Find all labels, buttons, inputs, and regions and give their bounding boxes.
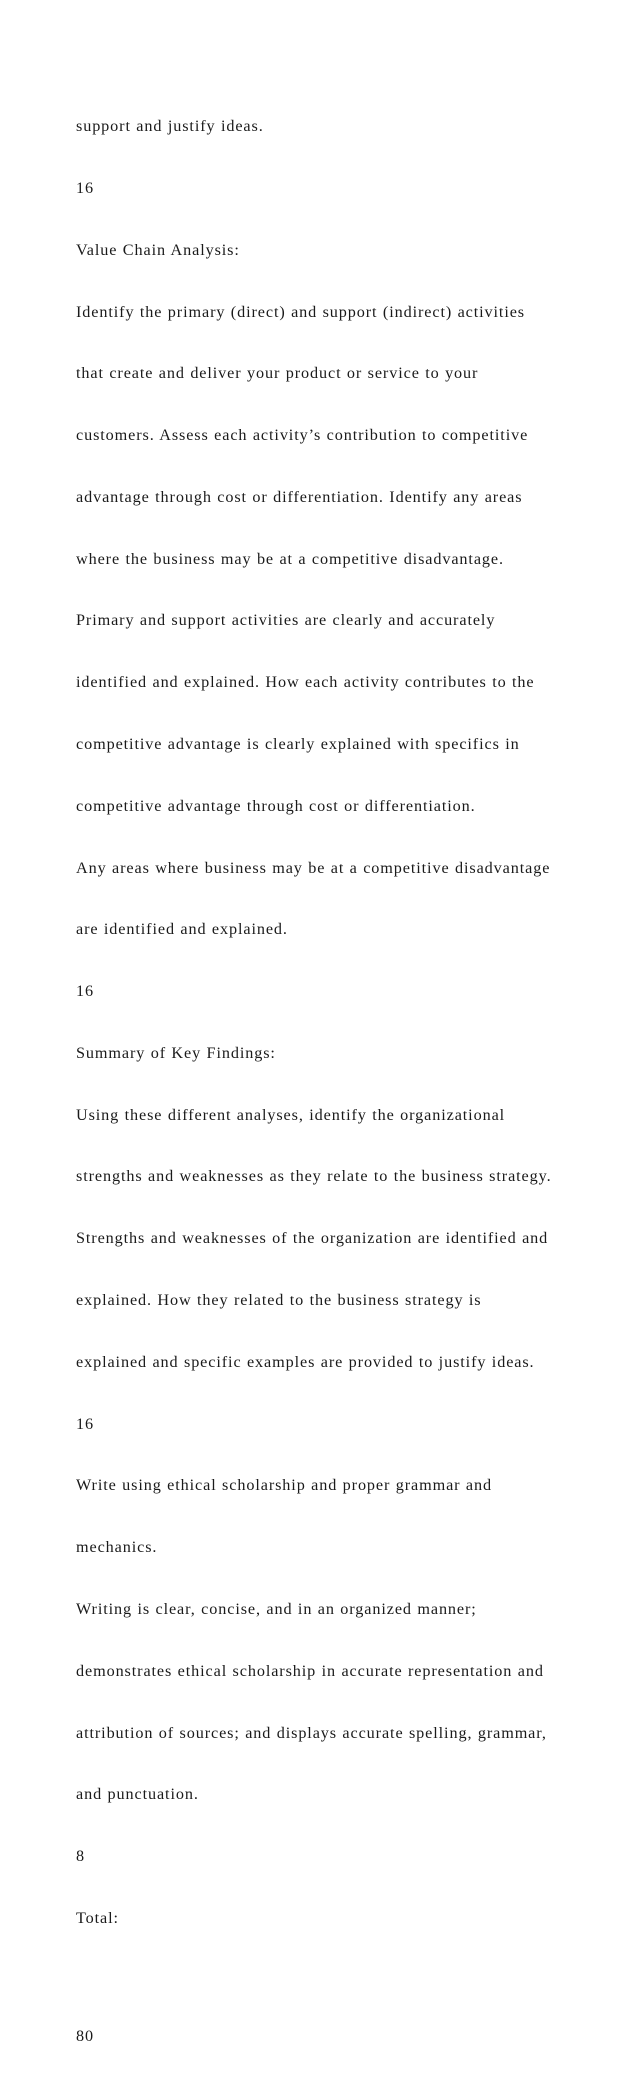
text-line: competitive advantage through cost or differentiation. [76, 796, 476, 815]
text-line: that create and deliver your product or service to your [76, 364, 479, 383]
document-text [76, 75, 596, 2088]
text-line: explained. How they related to the business strategy is [76, 1291, 482, 1310]
text-line: mechanics. [76, 1538, 158, 1557]
text-line: explained and specific examples are provided to justify ideas. [76, 1352, 535, 1371]
score-line: 8 [76, 1847, 85, 1866]
text-line: Primary and support activities are clearly and accurately [76, 611, 496, 630]
text-line: attribution of sources; and displays accurate spelling, grammar, [76, 1723, 547, 1742]
text-line: competitive advantage is clearly explained with specifics in [76, 735, 520, 753]
text-line: strengths and weaknesses as they relate to the business strategy. [76, 1167, 552, 1186]
total-label: Total: [76, 1908, 119, 1927]
text-line: Writing is clear, concise, and in an organized manner; [76, 1599, 477, 1618]
score-line: 16 [76, 1414, 94, 1433]
section-heading: Summary of Key Findings: [76, 1043, 276, 1062]
text-line: support and justify ideas. [76, 117, 264, 136]
text-line: where the business may be at a competitive disadvantage. [76, 549, 504, 568]
text-line: Using these different analyses, identify the organizational [76, 1105, 506, 1124]
text-line: customers. Assess each activity’s contribution to competitive [76, 426, 529, 445]
text-line: demonstrates ethical scholarship in accurate representation and [76, 1661, 544, 1680]
score-line: 16 [76, 982, 94, 1001]
score-line: 16 [76, 178, 94, 197]
spacer [76, 1970, 596, 1985]
text-line: and punctuation. [76, 1785, 199, 1804]
text-line: advantage through cost or differentiation. Identify any areas [76, 487, 523, 506]
section-heading: Value Chain Analysis: [76, 240, 240, 259]
text-line: Identify the primary (direct) and support (indirect) activities [76, 302, 526, 321]
text-line: identified and explained. How each activity contributes to the [76, 673, 535, 692]
total-value: 80 [76, 2026, 94, 2045]
text-line: Any areas where business may be at a competitive disadvantage [76, 858, 551, 877]
text-line: Strengths and weaknesses of the organization are identified and [76, 1229, 549, 1248]
section-heading: Write using ethical scholarship and proper grammar and [76, 1476, 492, 1495]
text-line: are identified and explained. [76, 920, 288, 939]
